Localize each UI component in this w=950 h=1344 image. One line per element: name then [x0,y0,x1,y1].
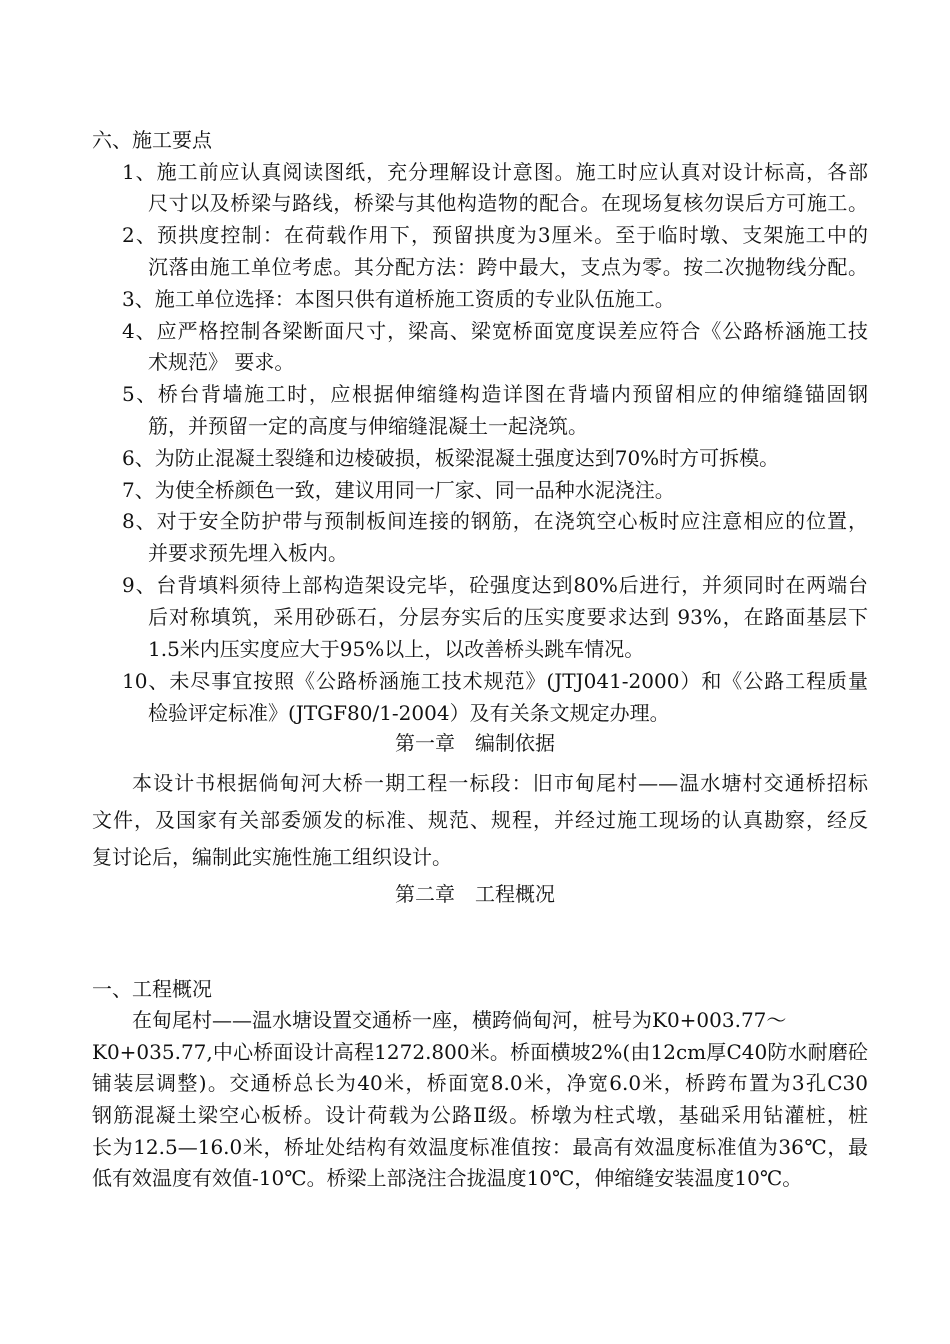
item-1-line-1: 1、施工前应认真阅读图纸，充分理解设计意图。施工时应认真对设计标高，各部 [122,160,868,184]
item-9-line-3: 1.5米内压实度应大于95%以上，以改善桥头跳车情况。 [148,637,645,661]
item-3-line-1: 3、施工单位选择：本图只供有道桥施工资质的专业队伍施工。 [122,287,675,311]
chapter-2-line-4: 钢筋混凝土梁空心板桥。设计荷载为公路Ⅱ级。桥墩为柱式墩，基础采用钻灌桩，桩 [92,1103,868,1127]
item-5-line-1: 5、桥台背墙施工时，应根据伸缩缝构造详图在背墙内预留相应的伸缩缝锚固钢 [122,382,868,406]
item-1-line-2: 尺寸以及桥梁与路线，桥梁与其他构造物的配合。在现场复核勿误后方可施工。 [148,191,868,215]
item-2-line-1: 2、预拱度控制：在荷载作用下，预留拱度为3厘米。至于临时墩、支架施工中的 [122,223,868,247]
chapter-1-line-2: 文件，及国家有关部委颁发的标准、规范、规程，并经过施工现场的认真勘察，经反 [92,808,868,832]
item-7-line-1: 7、为使全桥颜色一致，建议用同一厂家、同一品种水泥浇注。 [122,478,675,502]
item-2-line-2: 沉落由施工单位考虑。其分配方法：跨中最大，支点为零。按二次抛物线分配。 [148,255,868,279]
item-4-line-1: 4、应严格控制各梁断面尺寸，梁高、梁宽桥面宽度误差应符合《公路桥涵施工技 [122,319,868,343]
chapter-1-line-3: 复讨论后，编制此实施性施工组织设计。 [92,845,452,869]
item-10-line-2: 检验评定标准》(JTGF80/1-2004）及有关条文规定办理。 [148,701,670,725]
chapter-2-line-2: K0+035.77,中心桥面设计高程1272.800米。桥面横坡2%(由12cm厚C40防水耐磨砼 [92,1040,868,1064]
item-6-line-1: 6、为防止混凝土裂缝和边棱破损，板梁混凝土强度达到70%时方可拆模。 [122,446,780,470]
chapter-1-line-1: 本设计书根据倘甸河大桥一期工程一标段：旧市甸尾村——温水塘村交通桥招标 [132,771,868,795]
item-8-line-2: 并要求预先埋入板内。 [148,541,348,565]
chapter-2-line-6: 低有效温度有效值-10℃。桥梁上部浇注合拢温度10℃，伸缩缝安装温度10℃。 [92,1166,803,1190]
chapter-2-line-5: 长为12.5—16.0米，桥址处结构有效温度标准值按：最高有效温度标准值为36℃，最 [92,1135,868,1159]
item-5-line-2: 筋，并预留一定的高度与伸缩缝混凝土一起浇筑。 [148,414,588,438]
chapter-2-sub-heading: 一、工程概况 [92,977,212,1001]
chapter-2-title: 第二章 工程概况 [395,882,555,906]
item-9-line-1: 9、台背填料须待上部构造架设完毕，砼强度达到80%后进行，并须同时在两端台 [122,573,868,597]
item-9-line-2: 后对称填筑，采用砂砾石，分层夯实后的压实度要求达到 93%，在路面基层下 [148,605,868,629]
item-10-line-1: 10、未尽事宜按照《公路桥涵施工技术规范》(JTJ041-2000）和《公路工程质量 [122,669,868,693]
chapter-1-title: 第一章 编制依据 [395,731,555,755]
section-6-heading: 六、施工要点 [92,128,212,152]
chapter-2-line-1: 在甸尾村——温水塘设置交通桥一座，横跨倘甸河，桩号为K0+003.77～ [132,1008,787,1032]
item-8-line-1: 8、对于安全防护带与预制板间连接的钢筋，在浇筑空心板时应注意相应的位置， [122,509,868,533]
chapter-2-line-3: 铺装层调整)。交通桥总长为40米，桥面宽8.0米，净宽6.0米，桥跨布置为3孔C30 [92,1071,868,1095]
item-4-line-2: 术规范》 要求。 [148,350,295,374]
